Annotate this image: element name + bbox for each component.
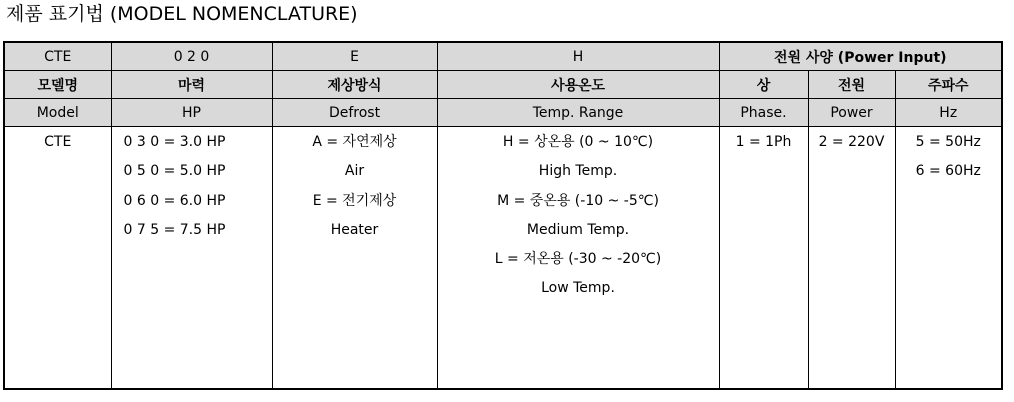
hp-option: 0 7 5 = 7.5 HP [123,221,226,238]
temp-option: L = 저온용 (-30 ~ -20℃) [494,251,662,268]
header-hp-en: HP [111,99,272,127]
header-model-ko: 모델명 [4,71,111,99]
hz-cell [895,127,1002,390]
code-temp: H [437,42,719,71]
header-defrost-ko: 제상방식 [272,71,437,99]
code-hp: 0 2 0 [111,42,272,71]
header-hp-ko: 마력 [111,71,272,99]
header-phase-ko: 상 [719,71,808,99]
phase-cell [719,127,808,390]
header-power-en: Power [808,99,895,127]
model-cell [4,127,111,390]
header-temp-en: Temp. Range [437,99,719,127]
temp-option-en: High Temp. [538,163,618,180]
defrost-option-en: Heater [330,221,379,238]
korean-header-row [4,71,1002,99]
code-header-row [4,42,1002,71]
code-defrost: E [272,42,437,71]
defrost-cell [272,127,437,390]
header-hz-ko: 주파수 [895,71,1002,99]
header-phase-en: Phase. [719,99,808,127]
english-header-row [4,99,1002,127]
power-value: 2 = 220V [818,134,885,150]
temp-option: H = 상온용 (0 ~ 10℃) [502,134,654,150]
hp-option: 0 6 0 = 6.0 HP [123,192,226,209]
power-cell [808,127,895,390]
defrost-option: A = 자연제상 [312,134,397,150]
header-hz-en: Hz [895,99,1002,127]
header-temp-ko: 사용온도 [437,71,719,99]
header-model-en: Model [4,99,111,127]
power-input-header: 전원 사양 (Power Input) [719,42,1002,71]
temp-option-en: Medium Temp. [526,221,630,238]
header-defrost-en: Defrost [272,99,437,127]
defrost-option: E = 전기제상 [312,192,397,209]
page-title: 제품 표기법 (MODEL NOMENCLATURE) [6,3,358,25]
code-model: CTE [4,42,111,71]
temp-option: M = 중온용 (-10 ~ -5℃) [497,192,659,209]
model-value: CTE [44,134,72,150]
nomenclature-table [3,41,1003,390]
table-body-row [4,127,1002,390]
temp-option-en: Low Temp. [541,280,615,297]
hz-option: 5 = 50Hz [915,134,981,150]
hz-option: 6 = 60Hz [915,163,981,180]
temp-cell [437,127,719,390]
hp-cell [111,127,272,390]
defrost-option-en: Air [344,163,365,180]
phase-value: 1 = 1Ph [735,134,792,150]
hp-option: 0 5 0 = 5.0 HP [123,163,226,180]
hp-option: 0 3 0 = 3.0 HP [123,134,226,150]
header-power-ko: 전원 [808,71,895,99]
